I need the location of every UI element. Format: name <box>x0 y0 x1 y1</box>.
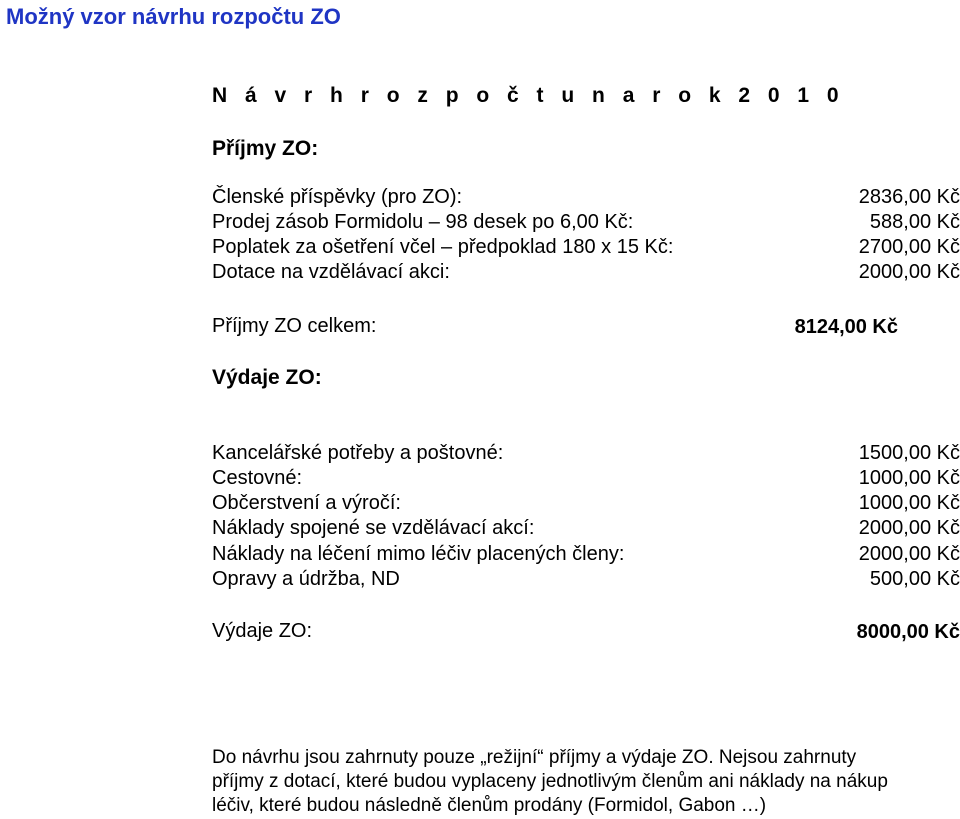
expenses-heading: Výdaje ZO: <box>212 366 322 389</box>
expense-item-amount: 2000,00 Kč <box>858 517 960 539</box>
expenses-total-amount: 8000,00 Kč <box>856 621 960 643</box>
expense-item-label: Kancelářské potřeby a poštovné: <box>212 442 504 464</box>
expense-row <box>212 516 960 541</box>
income-item-label: Členské příspěvky (pro ZO): <box>212 186 463 208</box>
income-row <box>212 235 960 260</box>
income-heading: Příjmy ZO: <box>212 137 319 160</box>
note-line: léčiv, které budou následně členům prodány (Formidol, Gabon …) <box>212 795 767 816</box>
expense-row <box>212 542 960 567</box>
expense-item-label: Občerstvení a výročí: <box>212 492 401 514</box>
income-row <box>212 260 960 285</box>
income-item-label: Prodej zásob Formidolu – 98 desek po 6,00 Kč: <box>212 211 634 233</box>
expense-item-amount: 2000,00 Kč <box>858 543 960 565</box>
income-row <box>212 185 960 210</box>
income-item-amount: 588,00 Kč <box>869 211 960 233</box>
expense-item-label: Cestovné: <box>212 467 303 489</box>
expense-row <box>212 567 960 592</box>
expenses-total-label: Výdaje ZO: <box>212 620 313 642</box>
expense-item-amount: 500,00 Kč <box>869 568 960 590</box>
document-title: N á v r h r o z p o č t u n a r o k 2 0 1 0 <box>212 84 845 107</box>
expenses-total-row <box>212 619 960 644</box>
expense-item-amount: 1500,00 Kč <box>858 442 960 464</box>
income-item-amount: 2000,00 Kč <box>858 261 960 283</box>
expense-row <box>212 491 960 516</box>
income-total-label: Příjmy ZO celkem: <box>212 315 377 337</box>
expense-row <box>212 466 960 491</box>
income-item-label: Poplatek za ošetření včel – předpoklad 180 x 15 Kč: <box>212 236 674 258</box>
expense-row <box>212 441 960 466</box>
income-total-amount: 8124,00 Kč <box>794 316 898 338</box>
income-row <box>212 210 960 235</box>
page-heading: Možný vzor návrhu rozpočtu ZO <box>6 4 341 29</box>
income-item-label: Dotace na vzdělávací akci: <box>212 261 450 283</box>
note-line: příjmy z dotací, které budou vyplaceny jednotlivým členům ani náklady na nákup <box>212 771 888 792</box>
expense-item-amount: 1000,00 Kč <box>858 467 960 489</box>
expense-item-label: Opravy a údržba, ND <box>212 568 400 590</box>
expense-item-label: Náklady na léčení mimo léčiv placených členy: <box>212 543 625 565</box>
note-line: Do návrhu jsou zahrnuty pouze „režijní“ příjmy a výdaje ZO. Nejsou zahrnuty <box>212 747 857 768</box>
income-item-amount: 2700,00 Kč <box>858 236 960 258</box>
budget-note <box>212 746 960 818</box>
expense-item-amount: 1000,00 Kč <box>858 492 960 514</box>
income-item-amount: 2836,00 Kč <box>858 186 960 208</box>
expense-item-label: Náklady spojené se vzdělávací akcí: <box>212 517 535 539</box>
